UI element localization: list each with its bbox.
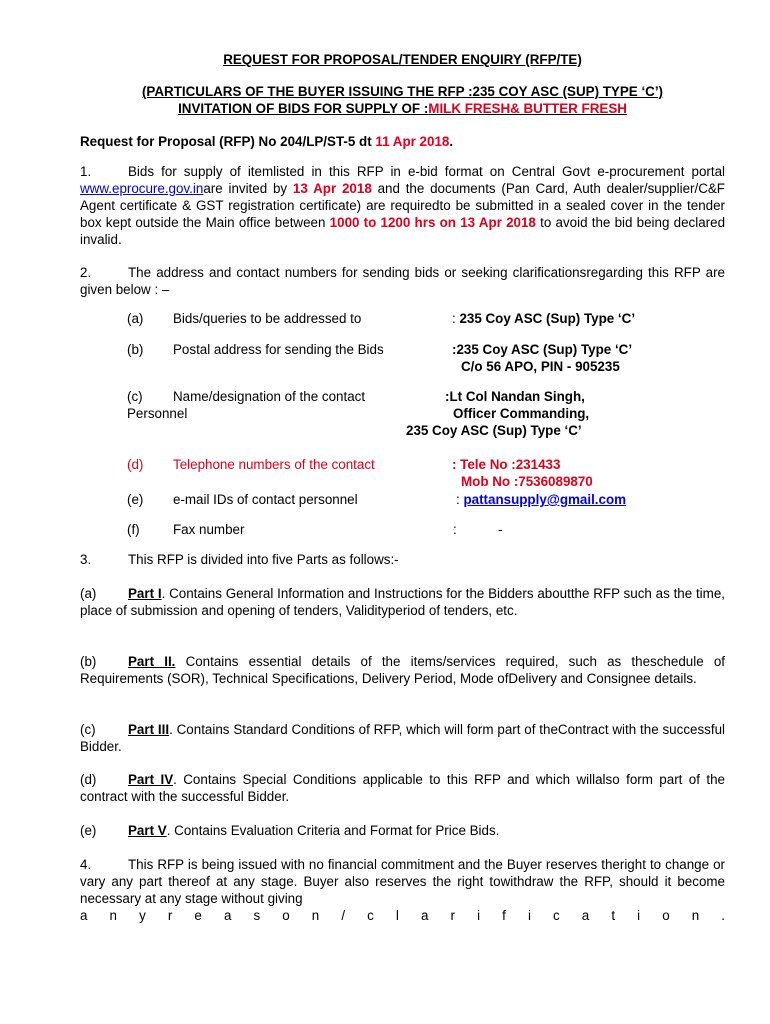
paragraph-1 [80, 163, 725, 248]
para1-submission-time: 1000 to 1200 hrs on 13 Apr 2018 [329, 215, 536, 230]
part-b-title: Part II. [128, 654, 176, 669]
contact-a-label: (a) [127, 311, 144, 326]
para2-number: 2. [80, 265, 92, 280]
contact-e-value-line [456, 491, 626, 508]
part-c-label: (c) [80, 722, 96, 737]
contact-d-desc: Telephone numbers of the contact [173, 457, 375, 472]
part-a [80, 585, 725, 619]
part-d-label: (d) [80, 772, 97, 787]
para4-text: This RFP is being issued with no financial commitment and the Buyer reserves theright to change or vary any part thereof at any stage. Buyer also reserves the right towithdraw the RFP, should it become necessary at any stage without giving [80, 857, 725, 906]
contact-c-desc-2: Personnel [127, 406, 188, 421]
rfp-number-text: Request for Proposal (RFP) No 204/LP/ST-5 dt [80, 134, 376, 149]
contact-a-value: 235 Coy ASC (Sup) Type ‘C’ [459, 311, 636, 326]
buyer-particulars: (PARTICULARS OF THE BUYER ISSUING THE RFP :235 COY ASC (SUP) TYPE ‘C’) [141, 84, 664, 99]
para3-number: 3. [80, 552, 92, 567]
part-a-label: (a) [80, 586, 97, 601]
part-e-label: (e) [80, 823, 97, 838]
contact-f-value: - [498, 522, 503, 537]
para2-text: The address and contact numbers for sending bids or seeking clarificationsregarding this RFP are given below : – [80, 265, 725, 297]
rfp-number-line [80, 133, 453, 150]
contact-f-sep: : [453, 522, 457, 537]
contact-c-value-1: :Lt Col Nandan Singh, [445, 389, 585, 404]
contact-c-desc-1: Name/designation of the contact [173, 389, 366, 404]
part-d-text: . Contains Special Conditions applicable to this RFP and which willalso form part of the contract with the successful Bidder. [80, 772, 725, 804]
part-b-label: (b) [80, 654, 97, 669]
contact-c-value-3: 235 Coy ASC (Sup) Type ‘C’ [406, 423, 582, 438]
contact-f-desc: Fax number [173, 522, 245, 537]
para1-bid-date: 13 Apr 2018 [292, 181, 372, 196]
part-b [80, 653, 725, 687]
part-e-text: . Contains Evaluation Criteria and Format for Price Bids. [166, 823, 500, 838]
contact-d-value-1: : Tele No :231433 [452, 457, 561, 472]
paragraph-2 [80, 264, 725, 298]
contact-e-desc: e-mail IDs of contact personnel [173, 492, 358, 507]
part-d-title: Part IV [128, 772, 174, 787]
contact-b-label: (b) [127, 342, 144, 357]
para1-text-1: Bids for supply of itemlisted in this RFP in e-bid format on Central Govt e-procurement portal [128, 164, 725, 179]
invitation-prefix: INVITATION OF BIDS FOR SUPPLY OF : [178, 101, 429, 116]
part-c [80, 721, 725, 755]
contact-d-label: (d) [127, 457, 144, 472]
document-title: REQUEST FOR PROPOSAL/TENDER ENQUIRY (RFP/TE) [223, 52, 582, 67]
part-c-text: . Contains Standard Conditions of RFP, which will form part of theContract with the successful Bidder. [80, 722, 726, 754]
rfp-period: . [449, 134, 454, 149]
part-d [80, 771, 725, 805]
invitation-line [80, 100, 725, 117]
contact-b-value-1: :235 Coy ASC (Sup) Type ‘C’ [452, 342, 633, 357]
para3-intro: This RFP is divided into five Parts as follows:- [128, 552, 399, 567]
para1-text-2: are invited by [203, 181, 293, 196]
paragraph-4 [80, 856, 725, 907]
contact-a-desc: Bids/queries to be addressed to [173, 311, 362, 326]
para1-number: 1. [80, 164, 92, 179]
contact-e-sep: : [456, 492, 464, 507]
invitation-item: MILK FRESH& BUTTER FRESH [428, 101, 627, 116]
contact-a-sep: : [452, 311, 460, 326]
contact-c-label: (c) [127, 389, 143, 404]
part-e-title: Part V [128, 823, 167, 838]
eprocure-link[interactable]: www.eprocure.gov.in [80, 181, 204, 196]
para1-text-4: to avoid the bid being declared invalid. [80, 215, 726, 247]
contact-f-label: (f) [127, 522, 140, 537]
rfp-date: 11 Apr 2018 [375, 134, 450, 149]
part-a-title: Part I [128, 586, 162, 601]
para1-text-3: and the documents (Pan Card, Auth dealer/supplier/C&F Agent certificate & GST registration certificate) are requiredto be submitted in a sealed cover in the tender box kept outside the Main office between [80, 181, 725, 230]
contact-b-value-2: C/o 56 APO, PIN - 905235 [461, 359, 620, 374]
contact-e-label: (e) [127, 492, 144, 507]
part-a-text: . Contains General Information and Instructions for the Bidders aboutthe RFP such as the time, place of submission and opening of tenders, Validityperiod of tenders, etc. [80, 586, 725, 618]
contact-a-value-line [452, 310, 635, 327]
contact-c-value-2: Officer Commanding, [453, 406, 590, 421]
contact-d-value-2: Mob No :7536089870 [461, 474, 593, 489]
part-b-text: Contains essential details of the items/services required, such as theschedule of Requirements (SOR), Technical Specifications, Delivery Period, Mode ofDelivery and Consignee details. [80, 654, 725, 686]
part-e [80, 822, 725, 839]
part-c-title: Part III [128, 722, 170, 737]
contact-b-desc: Postal address for sending the Bids [173, 342, 384, 357]
contact-email-link[interactable]: pattansupply@gmail.com [463, 492, 627, 507]
para4-last-line: a n y r e a s o n / c l a r i f i c a t i o n . [80, 908, 725, 923]
para4-number: 4. [80, 857, 92, 872]
